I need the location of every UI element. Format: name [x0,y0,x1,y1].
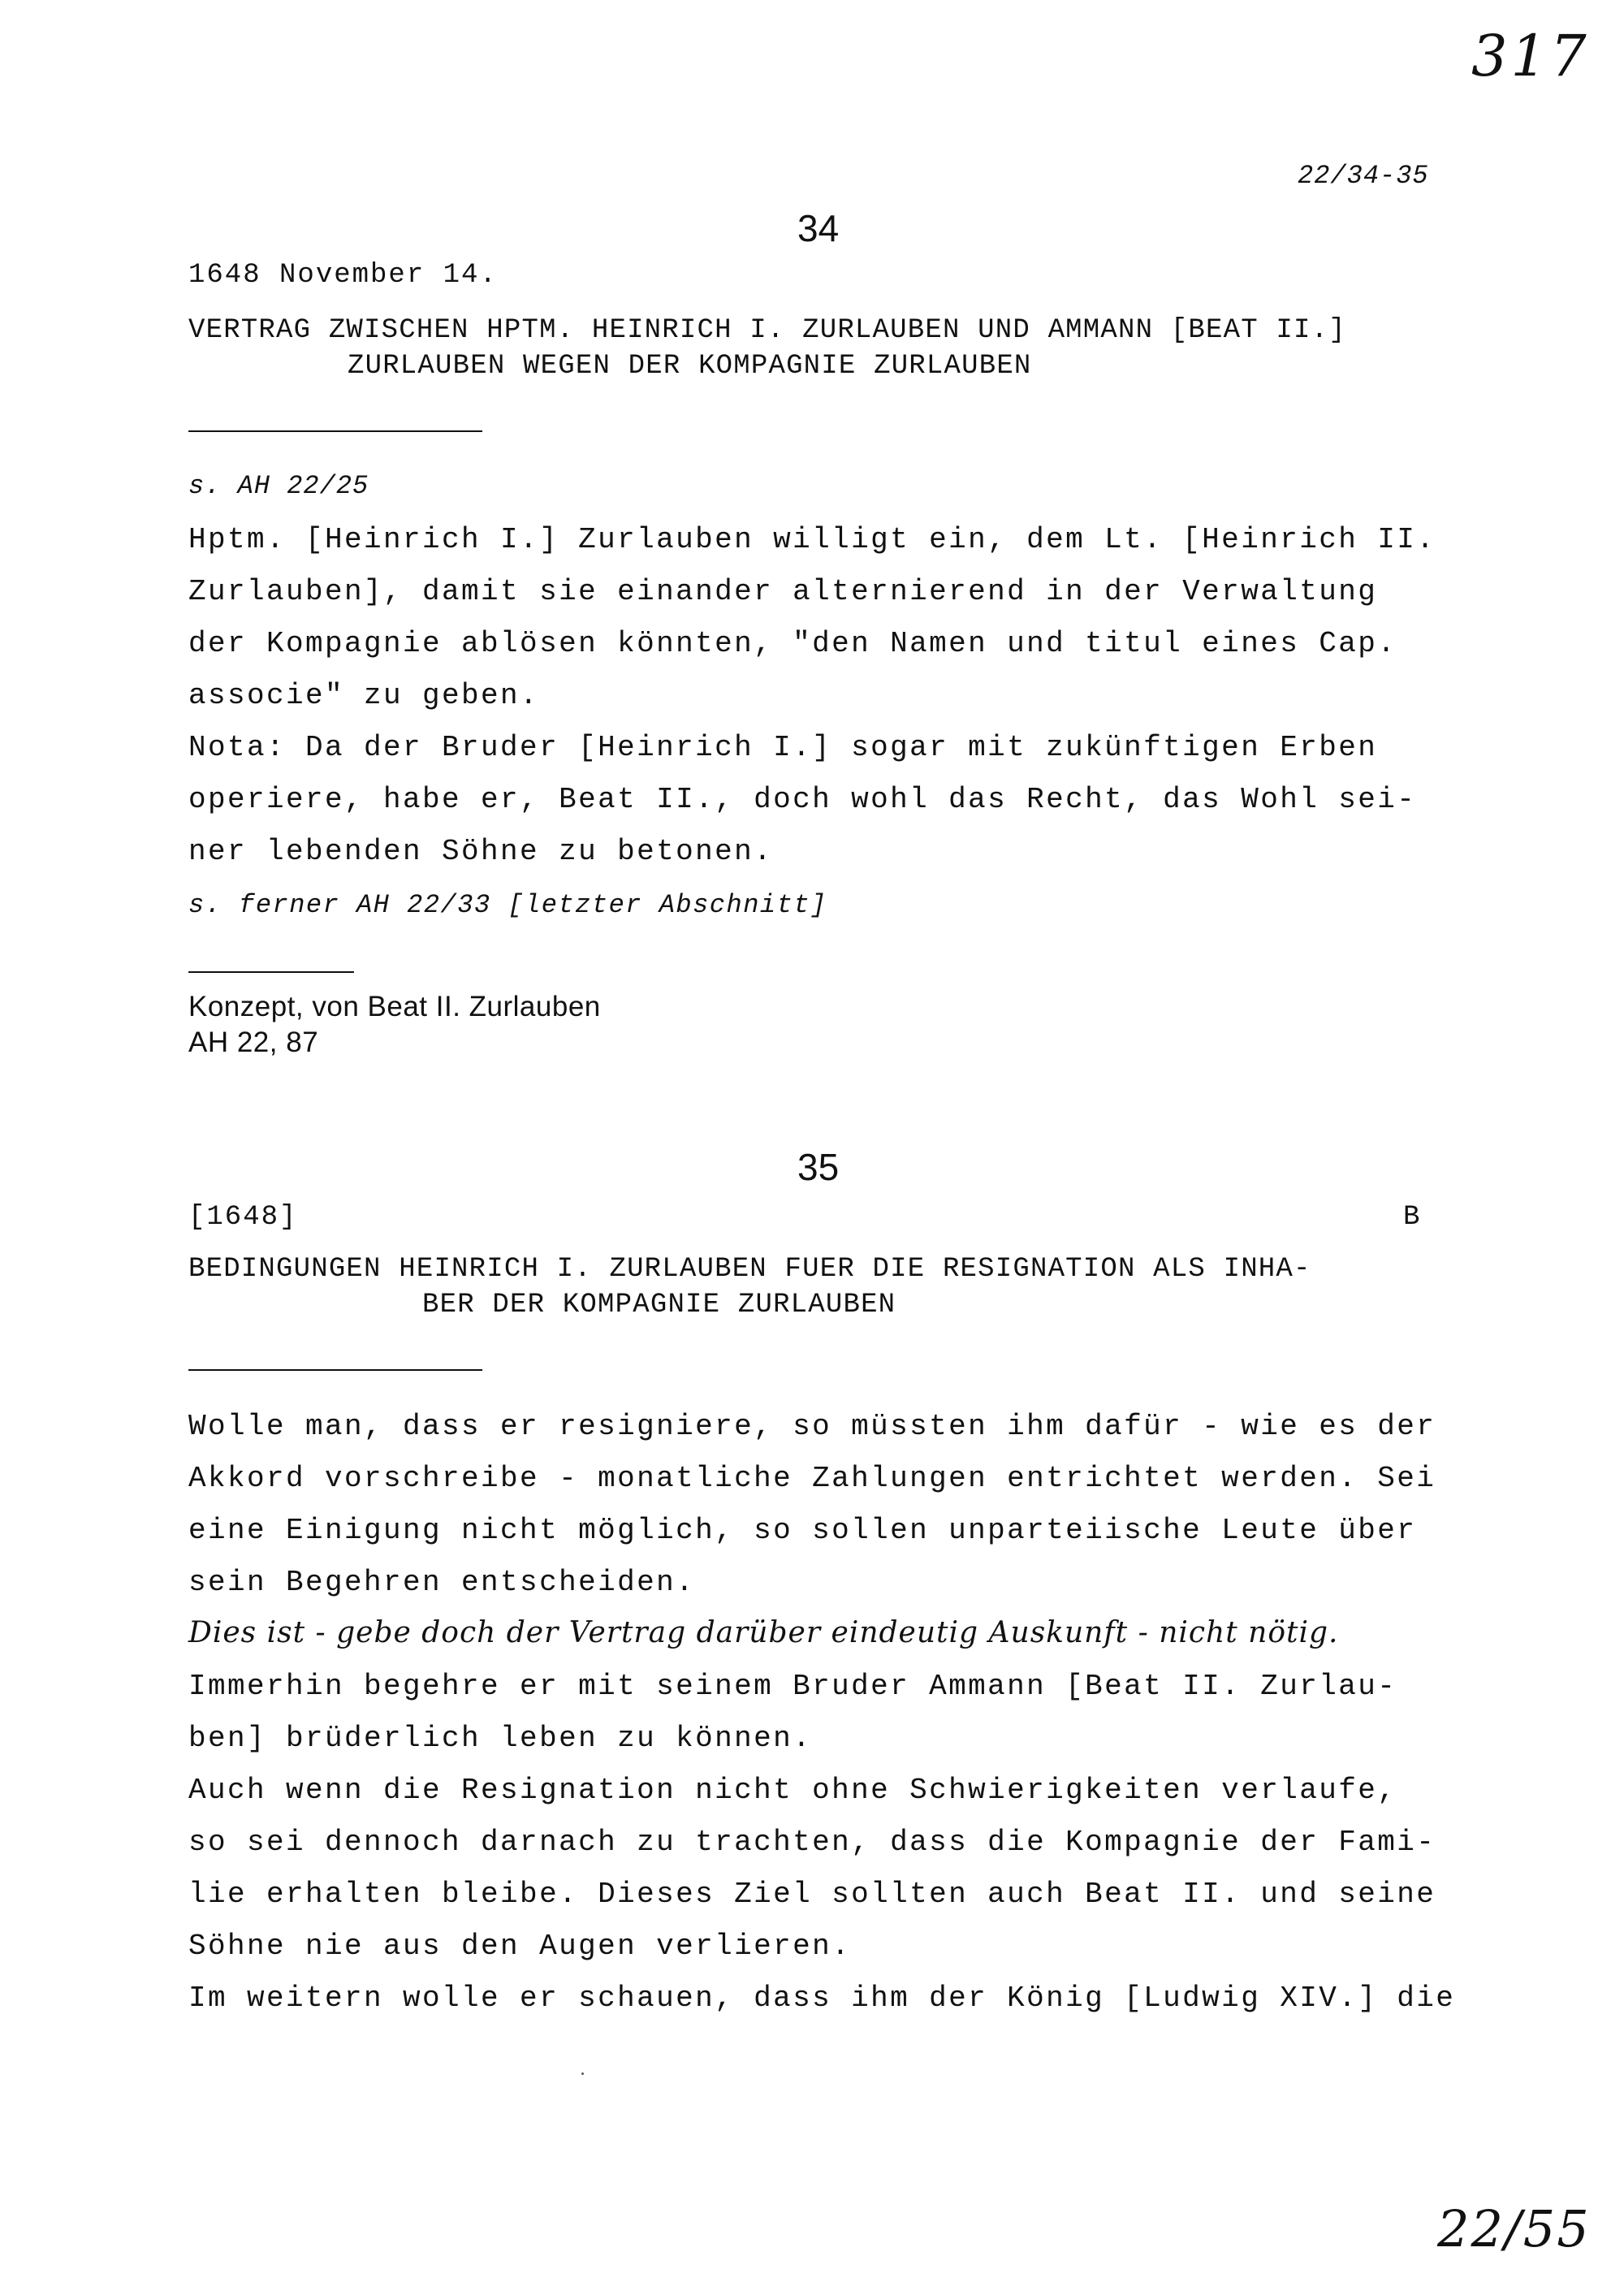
document-35-body-line: eine Einigung nicht möglich, so sollen unparteiische Leute über [188,1514,1417,1547]
document-35-body-line: Im weitern wolle er schauen, dass ihm der König [Ludwig XIV.] die [188,1982,1456,2015]
document-number-35: 35 [797,1146,840,1188]
document-34-body-line: Zurlauben], damit sie einander alternierend in der Verwaltung [188,575,1378,608]
document-35-date: [1648] [188,1202,298,1233]
document-35-body-line: sein Begehren entscheiden. [188,1566,696,1599]
document-35-title-line2: BER DER KOMPAGNIE ZURLAUBEN [422,1290,896,1320]
document-35-rule [188,1369,482,1371]
document-35-body-line: Immerhin begehre er mit seinem Bruder Ammann [Beat II. Zurlau- [188,1670,1397,1703]
document-34-source-line1: Konzept, von Beat II. Zurlauben [188,991,601,1022]
footer-handwritten-number: 22/55 [1437,2199,1591,2258]
document-34-body-line: Nota: Da der Bruder [Heinrich I.] sogar mit zukünftigen Erben [188,731,1378,764]
document-34-body-line: operiere, habe er, Beat II., doch wohl das Recht, das Wohl sei- [188,783,1417,816]
document-35-body-line: Söhne nie aus den Augen verlieren. [188,1930,852,1963]
document-34-body-line: associe" zu geben. [188,679,540,712]
folio-number: 317 [1471,23,1590,89]
document-34-source-line2: AH 22, 87 [188,1026,319,1058]
document-34-rule-2 [188,971,354,973]
document-35-body-line: Wolle man, dass er resigniere, so müssten ihm dafür - wie es der [188,1410,1436,1443]
document-35-body-line: Akkord vorschreibe - monatliche Zahlungen entrichtet werden. Sei [188,1462,1436,1495]
document-34-rule-1 [188,430,482,432]
document-34-title-line2: ZURLAUBEN WEGEN DER KOMPAGNIE ZURLAUBEN [348,351,1032,382]
document-34-see-further: s. ferner AH 22/33 [letzter Abschnitt] [188,890,827,920]
paper-speck [581,2072,584,2075]
document-34-see-reference: s. AH 22/25 [188,471,369,501]
document-34-title-line1: VERTRAG ZWISCHEN HPTM. HEINRICH I. ZURLAUBEN UND AMMANN [BEAT II.] [188,315,1346,346]
document-34-body-line: ner lebenden Söhne zu betonen. [188,835,774,868]
reference-number: 22/34-35 [1298,161,1429,191]
document-number-34: 34 [797,207,840,249]
document-35-body-line: lie erhalten bleibe. Dieses Ziel sollten auch Beat II. und seine [188,1878,1436,1911]
document-35-title-line1: BEDINGUNGEN HEINRICH I. ZURLAUBEN FUER DIE RESIGNATION ALS INHA- [188,1254,1311,1285]
document-34-body-line: Hptm. [Heinrich I.] Zurlauben willigt ein, dem Lt. [Heinrich II. [188,523,1436,556]
document-35-body-line: ben] brüderlich leben zu können. [188,1722,813,1755]
document-35-marker: B [1403,1202,1422,1233]
document-34-body-line: der Kompagnie ablösen könnten, "den Namen und titul eines Cap. [188,627,1397,660]
document-34-date: 1648 November 14. [188,260,498,291]
document-35-body-line: Auch wenn die Resignation nicht ohne Schwierigkeiten verlaufe, [188,1774,1397,1807]
document-35-body-line: so sei dennoch darnach zu trachten, dass die Kompagnie der Fami- [188,1826,1436,1859]
document-35-handwritten-note: Dies ist - gebe doch der Vertrag darüber eindeutig Auskunft - nicht nötig. [188,1616,1339,1649]
